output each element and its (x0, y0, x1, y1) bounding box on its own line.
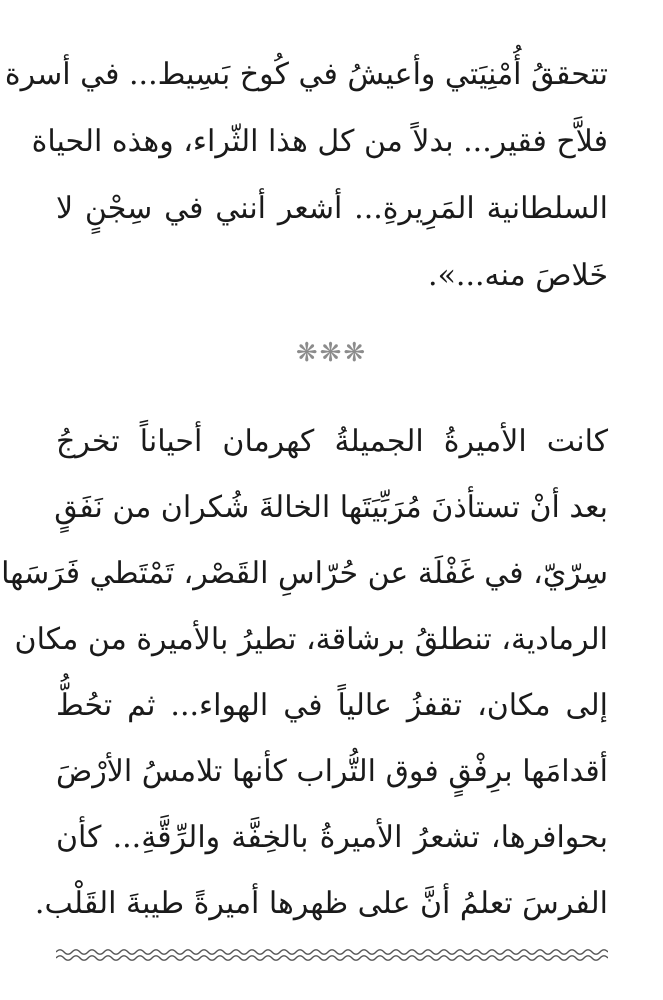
text-line: إلى مكان، تقفزُ عالياً في الهواء... ثم تحُطُّ (56, 688, 608, 723)
text-line: الفرسَ تعلمُ أنَّ على ظهرها أميرةً طيبةَ القَلْب. (34, 886, 608, 921)
text-line: فلاَّح فقير... بدلاً من كل هذا الثّراء، وهذه الحياة (31, 124, 608, 159)
paragraph-2 (1, 424, 608, 953)
text-line: بحوافرها، تشعرُ الأميرةُ بالخِفَّة والرِّقَّةِ... كأن (56, 820, 608, 855)
paragraph-1 (4, 57, 608, 326)
text-line: كانت الأميرةُ الجميلةُ كهرمان أحياناً تخرجُ (56, 424, 608, 459)
wave-line (56, 950, 608, 960)
text-line: أقدامَها برِفْقٍ فوق التُّراب كأنها تلامسُ الأرْضَ (56, 754, 608, 789)
text-line: سِرّيّ، في غَفْلَة عن حُرّاسِ القَصْر، تَمْتَطي فَرَسَها (1, 556, 608, 591)
text-line: خَلاصَ منه...». (428, 258, 608, 293)
section-separator: ❋❋❋ (295, 338, 368, 368)
text-line: بعد أنْ تستأذنَ مُرَبِّيَتَها الخالةَ شُكران من نَفَقٍ (54, 490, 608, 525)
text-line: تتحققُ أُمْنِيَتي وأعيشُ في كُوخ بَسِيط... في أسرة (4, 57, 608, 92)
text-line: السلطانية المَرِيرةِ... أشعر أنني في سِجْنٍ لا (56, 191, 608, 226)
wavy-divider (56, 948, 608, 962)
text-line: الرمادية، تنطلقُ برشاقة، تطيرُ بالأميرة من مكان (14, 622, 608, 657)
